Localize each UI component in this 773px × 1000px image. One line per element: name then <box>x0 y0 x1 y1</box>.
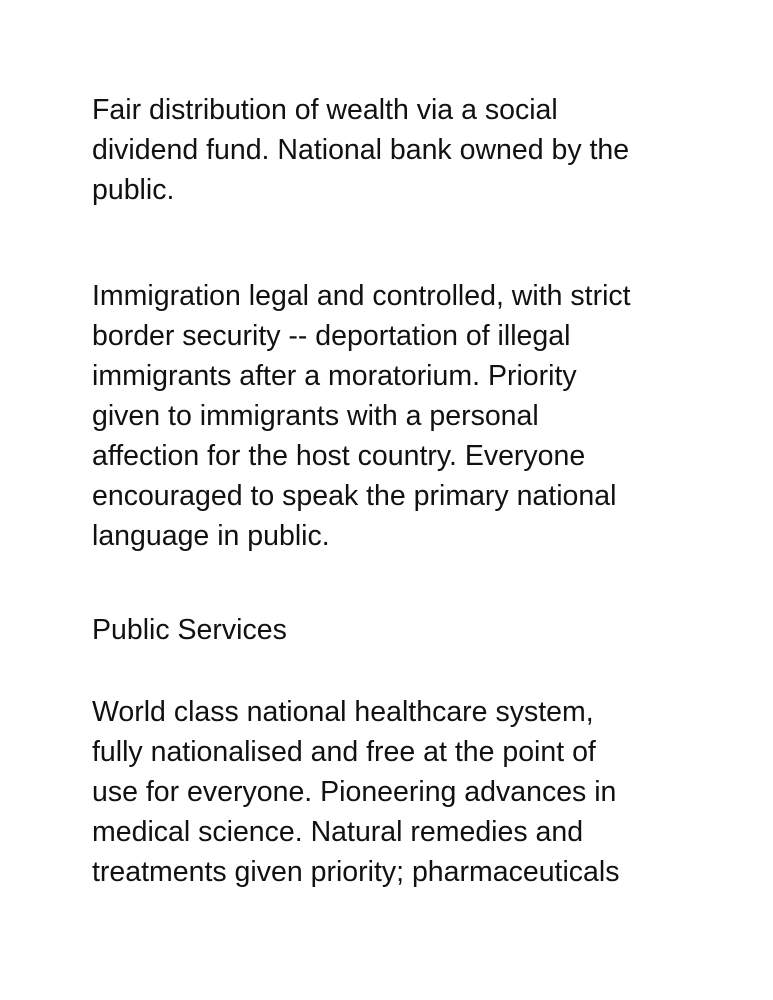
paragraph-spacer <box>92 210 732 276</box>
section-heading-public-services: Public Services <box>92 614 287 646</box>
paragraph-spacer <box>92 556 732 610</box>
paragraph-wealth-distribution: Fair distribution of wealth via a social dividend fund. National bank owned by the public. <box>92 94 630 206</box>
paragraph-spacer <box>92 650 732 692</box>
paragraph-healthcare: World class national healthcare system, fully nationalised and free at the point of use for everyone. Pioneering advances in medical science. Natural remedies and treatments given priority; pharmaceuticals <box>92 696 620 888</box>
document-page <box>92 90 732 892</box>
paragraph-immigration: Immigration legal and controlled, with strict border security -- deportation of illegal immigrants after a moratorium. Priority given to immigrants with a personal affection for the host country. Everyone encouraged to speak the primary national language in public. <box>92 280 631 552</box>
